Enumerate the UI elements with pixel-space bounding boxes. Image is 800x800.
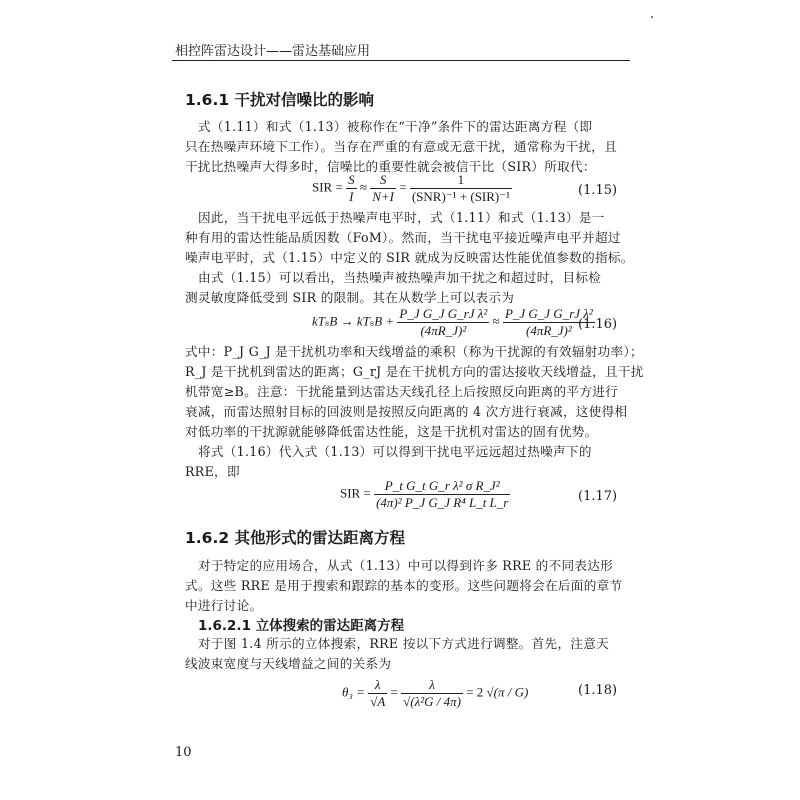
header-rule xyxy=(172,60,630,61)
equation-1-17 xyxy=(340,478,510,511)
eq-root: √(π / G) xyxy=(486,684,529,700)
paragraph-line: 对低功率的干扰源就能够降低雷达性能，这是干扰机对雷达的固有优势。 xyxy=(185,424,598,439)
paragraph-line: 噪声电平时，式（1.15）中定义的 SIR 就成为反映雷达性能优值参数的指标。 xyxy=(185,250,634,265)
paragraph-line: 测灵敏度降低受到 SIR 的限制。其在从数学上可以表示为 xyxy=(185,290,515,305)
fraction: $\frac{\text{P\_J G\_J G\_rJ λ²}}{\text{(4πR\_J)²}}$ xyxy=(504,306,593,338)
eq-operator: = xyxy=(399,179,407,195)
equation-1-16 xyxy=(312,306,595,339)
equation-number: (1.15) xyxy=(578,183,618,198)
fraction: $\frac{\text{P\_J G\_J G\_rJ λ²}}{\text{(4πR\_J)²}}$ xyxy=(399,306,488,338)
equation-1-15 xyxy=(312,172,512,205)
equation-1-18 xyxy=(342,677,528,710)
paragraph-line: 因此，当干扰电平远低于热噪声电平时，式（1.11）和式（1.13）是一 xyxy=(198,210,605,225)
eq-lhs: SIR = xyxy=(312,179,343,195)
paragraph-line: 干扰比热噪声大得多时，信噪比的重要性就会被信干比（SIR）所取代： xyxy=(185,159,596,174)
section-heading-1-6-1: 1.6.1 干扰对信噪比的影响 xyxy=(185,91,375,109)
page-number: 10 xyxy=(175,745,192,760)
fraction: 1 (SNR)⁻¹ + (SIR)⁻¹ xyxy=(411,172,511,204)
paragraph-line: 将式（1.16）代入式（1.13）可以得到干扰电平远远超过热噪声下的 xyxy=(198,444,592,459)
fraction: $\frac{\lambda}{√A}$ xyxy=(370,677,386,709)
fraction: $\frac{\lambda}{\text{√(λ²G / 4π)}}$ xyxy=(403,677,461,709)
paragraph-line: 种有用的雷达性能品质因数（FoM）。然而，当干扰电平接近噪声电平并超过 xyxy=(185,230,621,245)
fraction: $\frac{S}{I}$ xyxy=(348,172,355,204)
eq-operator: = 2 xyxy=(466,684,484,700)
paragraph-line: 式（1.11）和式（1.13）被称作在“干净”条件下的雷达距离方程（即 xyxy=(198,119,593,134)
paragraph-line: 式中：P_J G_J 是干扰机功率和天线增益的乘积（称为干扰源的有效辐射功率）； xyxy=(185,344,643,359)
scan-speck xyxy=(651,16,653,18)
paragraph-line: 中进行讨论。 xyxy=(185,598,263,613)
paragraph-line: 对于特定的应用场合，从式（1.13）中可以得到许多 RRE 的不同表达形 xyxy=(198,558,614,573)
eq-operator: = xyxy=(390,684,398,700)
paragraph-line: R_J 是干扰机到雷达的距离；G_rJ 是在干扰机方向的雷达接收天线增益，且干扰 xyxy=(185,364,644,379)
eq-operator: ≈ xyxy=(492,313,500,329)
paragraph-line: 衰减，而雷达照射目标的回波则是按照反向距离的 4 次方进行衰减，这使得相 xyxy=(185,404,628,419)
section-heading-1-6-2: 1.6.2 其他形式的雷达距离方程 xyxy=(185,529,406,547)
fraction: $\frac{\text{P\_t G\_t G\_r λ² σ R\_J²}}{\text{(4π)² P\_J G\_J R⁴ L\_t L\_r}}$ xyxy=(376,478,509,510)
paragraph-line: 式。这些 RRE 是用于搜索和跟踪的基本的变形。这些问题将会在后面的章节 xyxy=(185,578,623,593)
paragraph-line: 机带宽≥B。注意：干扰能量到达雷达天线孔径上后按照反向距离的平方进行 xyxy=(185,384,619,399)
equation-number: (1.17) xyxy=(578,489,618,504)
paragraph-line: 线波束宽度与天线增益之间的关系为 xyxy=(185,656,392,671)
paragraph-line: 只在热噪声环境下工作）。当存在严重的有意或无意干扰，通常称为干扰，且 xyxy=(185,139,618,154)
eq-lhs: kTₛB → kTₛB + xyxy=(312,313,395,329)
equation-number: (1.18) xyxy=(578,683,618,698)
fraction: $\frac{S}{N+I}$ xyxy=(372,172,394,204)
eq-operator: ≈ xyxy=(359,179,367,195)
paragraph-line: 对于图 1.4 所示的立体搜索，RRE 按以下方式进行调整。首先，注意天 xyxy=(198,636,610,651)
equation-number: (1.16) xyxy=(578,317,618,332)
eq-lhs: θ₃ = xyxy=(342,684,365,700)
paragraph-line: 由式（1.15）可以看出，当热噪声被热噪声加干扰之和超过时，目标检 xyxy=(198,270,602,285)
paragraph-line: RRE，即 xyxy=(185,464,240,479)
running-header: 相控阵雷达设计——雷达基础应用 xyxy=(175,44,371,59)
eq-lhs: SIR = xyxy=(340,485,371,501)
subsection-heading-1-6-2-1: 1.6.2.1 立体搜索的雷达距离方程 xyxy=(198,618,405,634)
